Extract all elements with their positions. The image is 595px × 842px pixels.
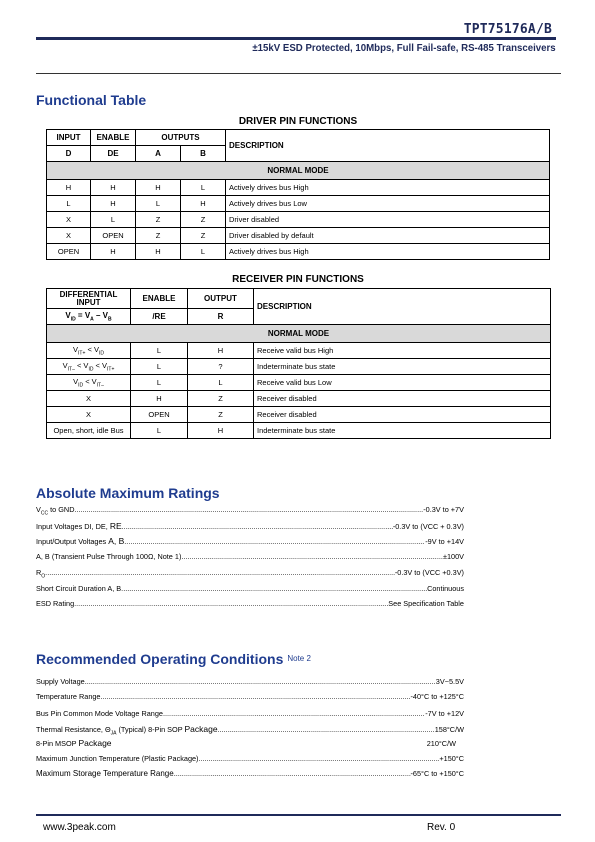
table-row: [47, 228, 550, 244]
table-cell: Z: [136, 228, 181, 244]
rating-label: Short Circuit Duration A, B: [36, 584, 122, 593]
rating-row: [36, 521, 464, 532]
document-subtitle: ±15kV ESD Protected, 10Mbps, Full Fail-safe, RS-485 Transceivers: [252, 42, 556, 54]
condition-value: 210°C/W: [426, 739, 456, 748]
rating-row: [36, 536, 464, 547]
table-cell: OPEN: [47, 244, 91, 260]
table-row: [47, 375, 551, 391]
table-row: [47, 343, 551, 359]
table-cell: Indeterminate bus state: [254, 359, 551, 375]
rating-value: -0.3V to (VCC +0.3V): [394, 568, 464, 577]
driver-subheader-a: A: [136, 146, 181, 162]
rating-label: $R_O$: [36, 568, 46, 579]
leader-dots: [74, 599, 388, 608]
table-cell: Z: [181, 212, 226, 228]
condition-label-package: Package: [78, 738, 112, 748]
table-cell: X: [47, 228, 91, 244]
condition-row: [36, 724, 464, 735]
receiver-header-diff-input: [47, 289, 131, 309]
condition-value: -40°C to +125°C: [410, 692, 464, 701]
condition-label: Temperature Range: [36, 692, 101, 701]
table-cell: Driver disabled by default: [226, 228, 550, 244]
table-row: [47, 391, 551, 407]
rating-label-re: RE: [109, 521, 122, 531]
leader-dots: [218, 725, 435, 734]
condition-label: Maximum Junction Temperature (Plastic Package): [36, 754, 199, 763]
condition-label: Bus Pin Common Mode Voltage Range: [36, 709, 163, 718]
functional-table-title: Functional Table: [36, 92, 147, 108]
condition-label-text: 8-Pin MSOP: [36, 739, 77, 748]
table-cell: X: [47, 212, 91, 228]
rating-label: A, B (Transient Pulse Through 100Ω, Note 1): [36, 552, 182, 561]
table-cell: L: [131, 343, 188, 359]
table-cell: L: [91, 212, 136, 228]
driver-subheader-b: B: [181, 146, 226, 162]
condition-label: [36, 738, 112, 748]
table-cell: Indeterminate bus state: [254, 423, 551, 439]
recommended-title: [36, 651, 311, 667]
leader-dots: [101, 692, 411, 701]
rating-label: [36, 521, 122, 531]
table-cell: X: [47, 407, 131, 423]
receiver-normal-mode: NORMAL MODE: [47, 325, 551, 343]
table-cell: Z: [181, 228, 226, 244]
table-cell: Driver disabled: [226, 212, 550, 228]
leader-dots: [85, 677, 436, 686]
table-cell: L: [131, 423, 188, 439]
driver-pin-table: [46, 129, 550, 260]
absolute-max-title: Absolute Maximum Ratings: [36, 485, 220, 501]
receiver-table-caption: RECEIVER PIN FUNCTIONS: [232, 274, 364, 285]
table-cell: ?: [188, 359, 254, 375]
table-cell: L: [131, 375, 188, 391]
table-cell: H: [188, 343, 254, 359]
rating-row: [36, 552, 464, 563]
condition-row: [36, 769, 464, 780]
table-cell: Z: [188, 407, 254, 423]
rating-label: $V_{CC}$ to GND: [36, 505, 75, 516]
table-cell: Actively drives bus High: [226, 180, 550, 196]
leader-dots: [121, 584, 427, 593]
receiver-header-output: OUTPUT: [188, 289, 254, 309]
rating-row: [36, 568, 464, 579]
condition-label-post: (Typical) 8-Pin SOP: [118, 725, 183, 734]
table-cell: H: [136, 244, 181, 260]
table-cell: L: [131, 359, 188, 375]
table-cell: H: [136, 180, 181, 196]
condition-row: [36, 754, 464, 765]
rating-label: ESD Rating: [36, 599, 75, 608]
rating-value: -9V to +14V: [425, 537, 464, 546]
driver-header-enable: ENABLE: [91, 130, 136, 146]
condition-label-package: Package: [184, 724, 218, 734]
receiver-pin-table: [46, 288, 551, 439]
rating-value: ±100V: [442, 552, 464, 561]
condition-row: [36, 738, 456, 749]
table-row: [47, 196, 550, 212]
footer-website: www.3peak.com: [43, 822, 116, 833]
condition-value: -7V to +12V: [425, 709, 464, 718]
receiver-header-description: DESCRIPTION: [254, 289, 551, 325]
rating-value: See Specification Table: [388, 599, 464, 608]
receiver-subheader-vid: $V_{ID} = V_A - V_B$: [47, 309, 131, 325]
driver-subheader-d: D: [47, 146, 91, 162]
driver-normal-mode: NORMAL MODE: [47, 162, 550, 180]
header-divider: [36, 73, 561, 74]
table-cell: H: [91, 244, 136, 260]
table-cell: H: [131, 391, 188, 407]
rating-row: [36, 505, 464, 516]
table-cell: $V_{IT-} < V_{ID} < V_{IT+}$: [47, 359, 131, 375]
table-cell: Z: [136, 212, 181, 228]
condition-label: Maximum Storage Temperature Range: [36, 769, 174, 778]
leader-dots: [181, 552, 443, 561]
table-cell: Receive valid bus Low: [254, 375, 551, 391]
leader-dots: [199, 754, 440, 763]
table-cell: H: [188, 423, 254, 439]
table-row: [47, 180, 550, 196]
table-cell: H: [91, 180, 136, 196]
table-cell: Actively drives bus Low: [226, 196, 550, 212]
leader-dots: [74, 505, 423, 514]
condition-label-pre: Thermal Resistance,: [36, 725, 103, 734]
rating-label-text: Input Voltages DI, DE,: [36, 522, 108, 531]
rating-value: Continuous: [427, 584, 464, 593]
table-cell: Receive valid bus High: [254, 343, 551, 359]
table-cell: $V_{IT+} < V_{ID}$: [47, 343, 131, 359]
rating-value: -0.3V to (VCC + 0.3V): [392, 522, 464, 531]
table-cell: Open, short, idle Bus: [47, 423, 131, 439]
table-cell: Receiver disabled: [254, 407, 551, 423]
condition-value: -65°C to +150°C: [410, 769, 464, 778]
driver-header-input: INPUT: [47, 130, 91, 146]
table-row: [47, 212, 550, 228]
condition-label: Thermal Resistance, $\Theta_{JA}$ (Typical) 8-Pin SOP Package: [36, 724, 218, 735]
rating-value: -0.3V to +7V: [423, 505, 464, 514]
receiver-subheader-r: R: [188, 309, 254, 325]
table-cell: OPEN: [131, 407, 188, 423]
table-row: [47, 359, 551, 375]
leader-dots: [45, 568, 395, 577]
table-cell: H: [91, 196, 136, 212]
footer-revision: Rev. 0: [427, 822, 456, 833]
condition-value: +150°C: [439, 754, 464, 763]
receiver-header-diff-line2: INPUT: [76, 297, 101, 307]
rating-row: [36, 599, 464, 610]
header-rule: [36, 37, 556, 40]
condition-row: [36, 709, 464, 720]
table-cell: Z: [188, 391, 254, 407]
table-cell: L: [47, 196, 91, 212]
driver-subheader-de: DE: [91, 146, 136, 162]
table-cell: X: [47, 391, 131, 407]
table-cell: OPEN: [91, 228, 136, 244]
table-cell: $V_{ID} < V_{IT-}$: [47, 375, 131, 391]
table-row: [47, 423, 551, 439]
leader-dots: [163, 709, 425, 718]
table-cell: L: [181, 244, 226, 260]
receiver-header-diff-line1: DIFFERENTIAL: [59, 289, 118, 299]
table-cell: Actively drives bus High: [226, 244, 550, 260]
footer-rule: [36, 814, 561, 816]
leader-dots: [124, 537, 425, 546]
condition-label: Supply Voltage: [36, 677, 85, 686]
rating-row: [36, 584, 464, 595]
receiver-subheader-re: /RE: [131, 309, 188, 325]
leader-dots: [174, 769, 411, 778]
note-reference: Note 2: [287, 654, 311, 663]
driver-table-caption: DRIVER PIN FUNCTIONS: [238, 116, 358, 127]
receiver-header-enable: ENABLE: [131, 289, 188, 309]
driver-header-description: DESCRIPTION: [226, 130, 550, 162]
rating-label-ab: A, B: [108, 536, 125, 546]
condition-row: [36, 677, 464, 688]
table-cell: L: [136, 196, 181, 212]
condition-value: 3V~5.5V: [435, 677, 464, 686]
table-cell: Receiver disabled: [254, 391, 551, 407]
rating-label-text: Input/Output Voltages: [36, 537, 107, 546]
rating-label: [36, 536, 124, 546]
driver-header-outputs: OUTPUTS: [136, 130, 226, 146]
condition-row: [36, 692, 464, 703]
condition-value: 158°C/W: [434, 725, 464, 734]
part-number: TPT75176A/B: [463, 22, 552, 37]
table-cell: L: [188, 375, 254, 391]
table-row: [47, 244, 550, 260]
recommended-title-text: Recommended Operating Conditions: [36, 651, 284, 667]
table-cell: H: [181, 196, 226, 212]
leader-dots: [122, 522, 393, 531]
table-cell: H: [47, 180, 91, 196]
table-cell: L: [181, 180, 226, 196]
table-row: [47, 407, 551, 423]
